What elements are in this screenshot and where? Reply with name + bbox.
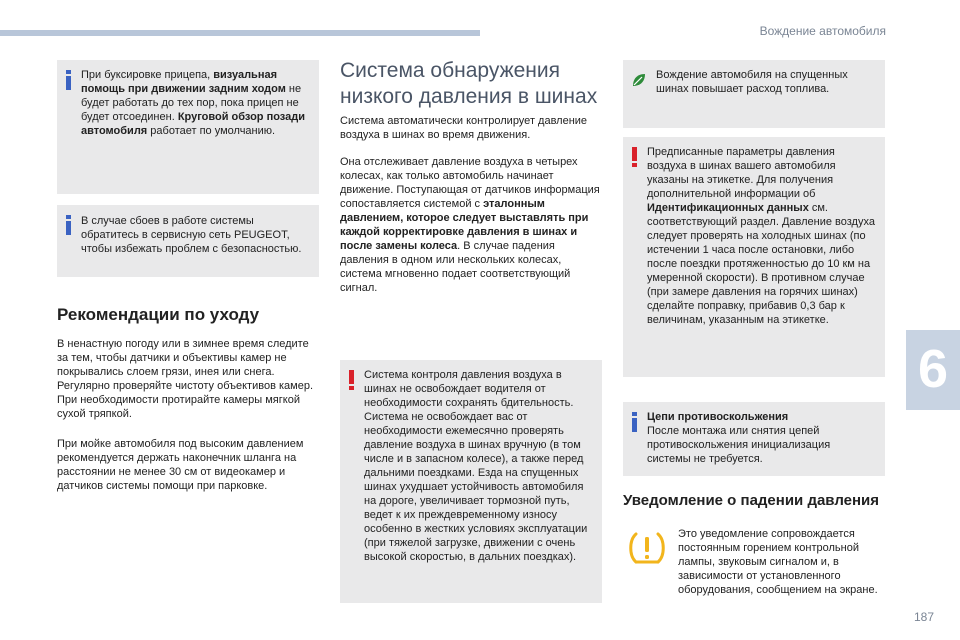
tpms-paragraph-1: Система автоматически контролирует давление воздуха в шинах во время движения. [340, 115, 588, 141]
note-text: В случае сбоев в работе системы обратитесь в сервисную сеть PEUGEOT, чтобы избежать проблем с безопасностью. [81, 215, 302, 255]
paragraph-bold: эталонным давлением, которое следует выставлять при каждой корректировке давления в шинах и после замены колеса [340, 198, 589, 252]
note-text: не будет работать до тех пор, пока прицеп не будет отсоединен. [81, 83, 302, 123]
info-icon [632, 412, 637, 432]
eco-leaf-icon [631, 72, 647, 88]
section-heading-tpms: Система обнаружения низкого давления в шинах [340, 59, 598, 108]
eco-text: Вождение автомобиля на спущенных шинах повышает расход топлива. [656, 69, 848, 95]
chains-text: После монтажа или снятия цепей противоскольжения инициализация системы не требуется. [647, 425, 831, 465]
warning-bold: Идентификационных данных [647, 202, 809, 214]
warning-icon [632, 147, 637, 167]
warning-note-tpms [340, 360, 602, 603]
page-number: 187 [913, 610, 934, 624]
header-bar [0, 30, 480, 36]
note-bold: Круговой обзор позади автомобиля [81, 111, 305, 137]
tire-pressure-alert-icon [627, 528, 667, 568]
warning-icon [349, 370, 354, 390]
info-note-failure [57, 205, 319, 277]
section-heading-notify: Уведомление о падении давления [623, 492, 880, 509]
warning-text: Предписанные параметры давления воздуха в шинах вашего автомобиля указаны на этикетке. Для получения дополнительной информации об [647, 146, 836, 200]
note-text: При буксировке прицепа, [81, 69, 214, 81]
care-paragraph-1: В ненастную погоду или в зимнее время следите за тем, чтобы датчики и объективы камер не покрывались слоем грязи, инея или снега. Регулярно проверяйте чистоту объективов камер. При необходимости протирайте камеры мягкой сухой тряпкой. [57, 338, 314, 420]
eco-note [623, 60, 885, 128]
info-icon [66, 215, 71, 235]
tpms-paragraph-2 [340, 155, 600, 295]
info-icon [66, 70, 71, 90]
warning-note-pressure [623, 137, 885, 377]
chains-title: Цепи противоскольжения [647, 411, 789, 423]
chapter-number: 6 [917, 339, 949, 399]
info-note-towing [57, 60, 319, 194]
paragraph-text: . В случае падения давления в одном или нескольких колесах, система мгновенно подает соответствующий сигнал. [340, 240, 571, 294]
running-title: Вождение автомобиля [759, 24, 886, 38]
section-heading-care: Рекомендации по уходу [57, 305, 260, 324]
warning-text: Система контроля давления воздуха в шинах не освобождает водителя от необходимости сохранять бдительность. Система не освобождает вас от необходимости ежемесячно проверять давление воздуха в шинах вручную (в том числе и в запасном колесе), а также перед дальними поездками. Езда на спущенных шинах ухудшает устойчивость автомобиля на дороге, увеличивает тормозной путь, ведет к их преждевременному износу особенно в жестких условиях эксплуатации (при тяжелой загрузке, движении с очень высокой скоростью, в дальних поездках). [364, 369, 588, 563]
paragraph-text: Она отслеживает давление воздуха в четырех колесах, как только автомобиль начинает движение. Поступающая от датчиков информация сопоставляется системой с [340, 156, 600, 210]
note-text: работает по умолчанию. [147, 125, 276, 137]
warning-text: см. соответствующий раздел. Давление воздуха следует проверять на холодных шинах (по истечении 1 часа после остановки, либо после поездки протяженностью до 10 км на умеренной скорости). В противном случае (при замере давления на горячих шинах) сделайте поправку, прибавив 0,3 бар к величинам, указанным на этикетке. [647, 202, 875, 326]
info-note-chains [623, 402, 885, 476]
care-paragraph-2: При мойке автомобиля под высоким давлением рекомендуется держать наконечник шланга на расстоянии не менее 30 см от видеокамер и датчиков системы помощи при парковке. [57, 438, 304, 492]
notify-text: Это уведомление сопровождается постоянным горением контрольной лампы, звуковым сигналом и, в зависимости от установленного оборудования, сообщением на экране. [678, 528, 878, 596]
note-bold: визуальная помощь при движении задним ходом [81, 69, 286, 95]
